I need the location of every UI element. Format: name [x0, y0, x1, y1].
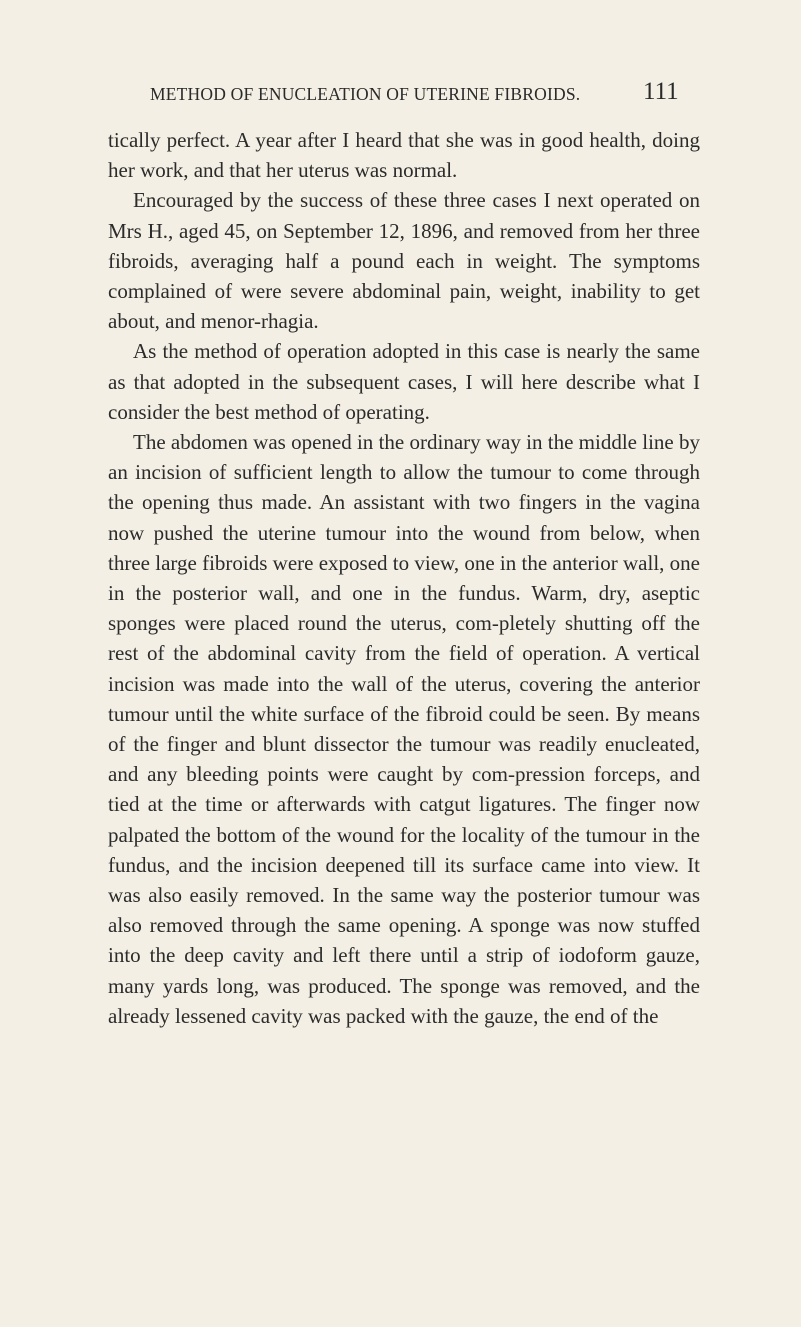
- running-title: METHOD OF ENUCLEATION OF UTERINE FIBROIDS.: [150, 84, 581, 104]
- paragraph: As the method of operation adopted in this case is nearly the same as that adopted in the subsequent cases, I will here describe what I consider the best method of operating.: [108, 339, 700, 424]
- running-head: [0, 80, 801, 110]
- paragraph-continued: tically perfect. A year after I heard that she was in good health, doing her work, and that her uterus was normal.: [108, 128, 700, 183]
- body-text: [108, 125, 700, 1031]
- paragraph: The abdomen was opened in the ordinary way in the middle line by an incision of sufficient length to allow the tumour to come through the opening thus made. An assistant with two fingers in the vagina now pushed the uterine tumour into the wound from below, when three large fibroids were exposed to view, one in the anterior wall, one in the posterior wall, and one in the fundus. Warm, dry, aseptic sponges were placed round the uterus, com-pletely shutting off the rest of the abdominal cavity from the field of operation. A vertical incision was made into the wall of the uterus, covering the anterior tumour until the white surface of the fibroid could be seen. By means of the finger and blunt dissector the tumour was readily enucleated, and any bleeding points were caught by com-pression forceps, and tied at the time or afterwards with catgut ligatures. The finger now palpated the bottom of the wound for the locality of the tumour in the fundus, and the incision deepened till its surface came into view. It was also easily removed. In the same way the posterior tumour was also removed through the same opening. A sponge was now stuffed into the deep cavity and left there until a strip of iodoform gauze, many yards long, was produced. The sponge was removed, and the already lessened cavity was packed with the gauze, the end of the: [108, 430, 700, 1028]
- paragraph: Encouraged by the success of these three cases I next operated on Mrs H., aged 45, on September 12, 1896, and removed from her three fibroids, averaging half a pound each in weight. The symptoms complained of were severe abdominal pain, weight, inability to get about, and menor-rhagia.: [108, 188, 700, 334]
- page-number: 111: [643, 78, 679, 105]
